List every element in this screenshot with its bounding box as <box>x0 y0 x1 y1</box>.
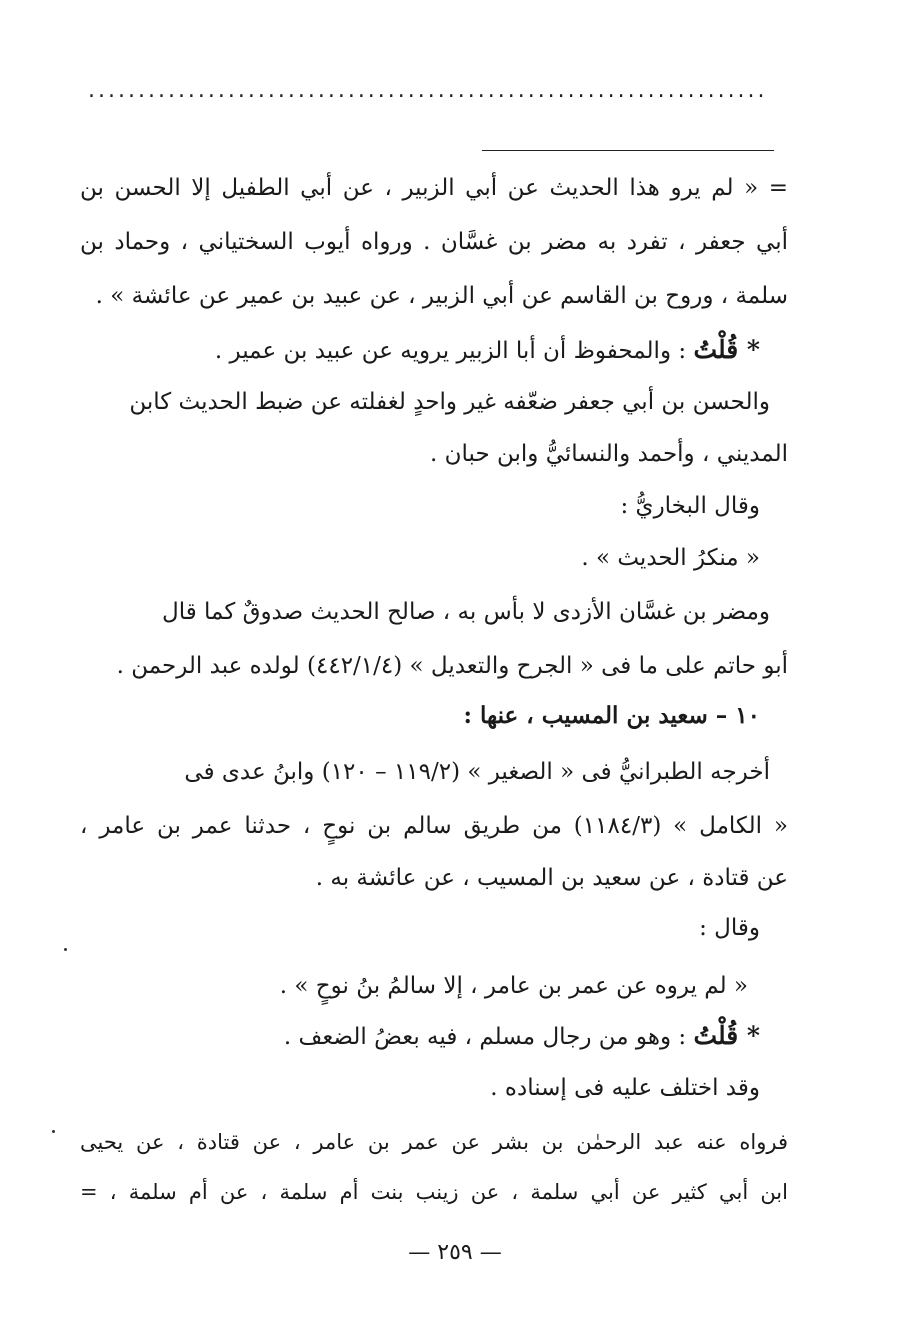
separator-dots: .................................................................... <box>88 78 768 103</box>
text-line-16: « لم يروه عن عمر بن عامر ، إلا سالمُ بنُ نوحٍ » . <box>279 973 748 999</box>
section-heading: ١٠ – سعيد بن المسيب ، عنها : <box>463 702 760 729</box>
text-line-10: أبو حاتم على ما فى « الجرح والتعديل » (٤٤٢/١/٤) لولده عبد الرحمن . <box>116 653 788 679</box>
qultu-keyword: * قُلْتُ <box>693 335 760 364</box>
text-line-12: أخرجه الطبرانيُّ فى « الصغير » (١١٩/٢ – ١٢٠) وابنُ عدى فى <box>184 759 770 785</box>
text-line-4 <box>80 330 760 370</box>
scan-speck <box>64 948 67 951</box>
text-line-4-body: : والمحفوظ أن أبا الزبير يرويه عن عبيد بن عمير . <box>214 338 687 364</box>
text-line-5: والحسن بن أبي جعفر ضعّفه غير واحدٍ لغفلته عن ضبط الحديث كابن <box>129 389 770 415</box>
text-line-1: = « لم يرو هذا الحديث عن أبي الزبير ، عن أبي الطفيل إلا الحسن بن <box>80 175 788 201</box>
text-line-19: فرواه عنه عبد الرحمٰن بن بشر عن عمر بن عامر ، عن قتادة ، عن يحيى <box>80 1130 788 1154</box>
scan-speck <box>52 1130 55 1133</box>
text-line-8: « منكرُ الحديث » . <box>581 545 760 571</box>
text-line-17 <box>80 1016 760 1056</box>
text-line-20: ابن أبي كثير عن أبي سلمة ، عن زينب بنت أم سلمة ، عن أم سلمة ، = <box>80 1180 788 1204</box>
footnote-rule <box>482 150 774 151</box>
text-line-13: « الكامل » (١١٨٤/٣) من طريق سالم بن نوحٍ ، حدثنا عمر بن عامر ، <box>80 813 788 839</box>
page-number: — ٢٥٩ — <box>408 1240 502 1265</box>
text-line-15: وقال : <box>699 915 760 941</box>
text-line-3: سلمة ، وروح بن القاسم عن أبي الزبير ، عن عبيد بن عمير عن عائشة » . <box>95 283 788 309</box>
text-line-2: أبي جعفر ، تفرد به مضر بن غسَّان . ورواه أيوب السختياني ، وحماد بن <box>80 229 788 255</box>
text-line-7: وقال البخاريُّ : <box>620 493 760 519</box>
text-line-17-body: : وهو من رجال مسلم ، فيه بعضُ الضعف . <box>283 1024 687 1050</box>
text-line-14: عن قتادة ، عن سعيد بن المسيب ، عن عائشة به . <box>315 865 788 891</box>
text-line-18: وقد اختلف عليه فى إسناده . <box>490 1075 760 1101</box>
text-line-9: ومضر بن غسَّان الأزدى لا بأس به ، صالح الحديث صدوقٌ كما قال <box>162 599 770 625</box>
qultu-keyword-2: * قُلْتُ <box>693 1021 760 1050</box>
text-line-6: المديني ، وأحمد والنسائيُّ وابن حبان . <box>430 441 788 467</box>
